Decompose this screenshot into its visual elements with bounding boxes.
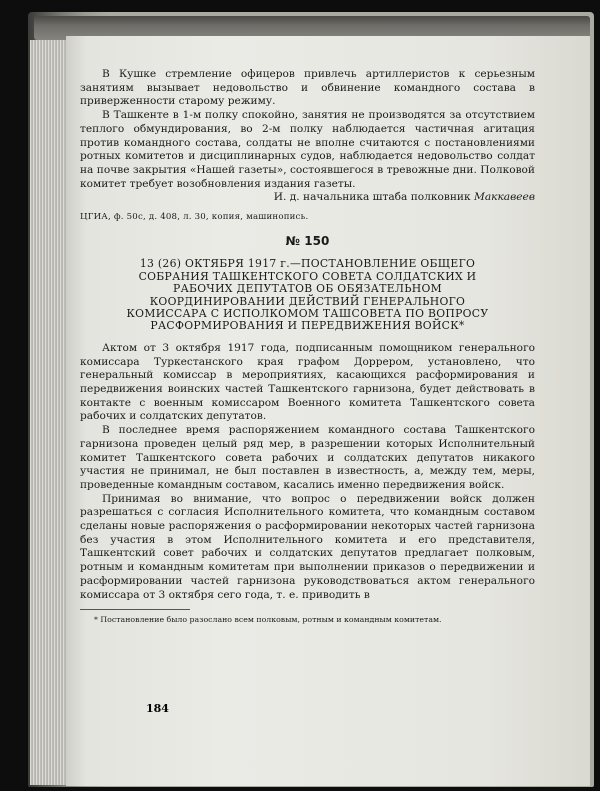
archive-source: ЦГИА, ф. 50с, д. 408, л. 30, копия, машинопись.	[80, 212, 309, 223]
paragraph-measures: В последнее время распоряжением командного состава Ташкентского гарнизона проведен целый ряд мер, в разрешении которых Исполнительный комитет Ташкентского совета рабочих и солдатских депутатов никакого участия не принимал, не был поставлен в известность, а, между тем, меры, проведенные командным составом, касались именно передвижения войск.	[80, 424, 535, 491]
document-heading	[80, 258, 535, 332]
paragraph-act: Актом от 3 октября 1917 года, подписанным помощником генерального комиссара Туркестанского края графом Доррером, установлено, что генеральный комиссар в мероприятиях, касающихся расформирования и передвижения воинских частей Ташкентского гарнизона, будет действовать в контакте с военным комиссаром Военного комитета Ташкентского совета рабочих и солдатских депутатов.	[80, 341, 535, 423]
heading-line: КОМИССАРА С ИСПОЛКОМОМ ТАШСОВЕТА ПО ВОПРОСУ	[126, 307, 489, 321]
page-text	[80, 68, 535, 625]
paragraph-kushka: В Кушке стремление офицеров привлечь артиллеристов к серьезным занятиям вызывает недовольство и обвинение командного состава в приверженности старому режиму.	[80, 68, 535, 108]
page-stack-edges	[30, 40, 66, 785]
footnote-rule	[80, 609, 190, 610]
paragraph-resolution: Принимая во внимание, что вопрос о передвижении войск должен разрешаться с согласия Исполнительного комитета, что командным составом сделаны новые распоряжения о расформировании некоторых частей гарнизона без участия в этом Исполнительного комитета и его представителя, Ташкентский совет рабочих и солдатских депутатов предлагает полковым, ротным и командным комитетам при выполнении приказов о передвижении и расформировании частей гарнизона руководствоваться актом генерального комиссара от 3 октября сего года, т. е. приводить в	[80, 492, 535, 601]
document-number: № 150	[285, 233, 330, 248]
heading-line: КООРДИНИРОВАНИИ ДЕЙСТВИЙ ГЕНЕРАЛЬНОГО	[149, 294, 466, 308]
signature-name: Маккавеев	[473, 191, 535, 204]
page-number: 184	[146, 702, 169, 715]
heading-line: СОБРАНИЯ ТАШКЕНТСКОГО СОВЕТА СОЛДАТСКИХ И	[138, 269, 477, 283]
signature	[80, 191, 535, 205]
heading-line: РАСФОРМИРОВАНИЯ И ПЕРЕДВИЖЕНИЯ ВОЙСК*	[150, 319, 465, 333]
paragraph-tashkent: В Ташкенте в 1-м полку спокойно, занятия не производятся за отсутствием теплого обмундирования, во 2-м полку наблюдается частичная агитация против командного состава, солдаты не вполне считаются с постановлениями ротных комитетов и дисциплинарных судов, наблюдается недовольство солдат на почве закрытия «Нашей газеты», состоявшегося в тревожные дни. Полковой комитет требует возобновления издания газеты.	[80, 109, 535, 190]
signature-title: И. д. начальника штаба полковник	[273, 191, 471, 204]
heading-line: 13 (26) ОКТЯБРЯ 1917 г.—ПОСТАНОВЛЕНИЕ ОБЩЕГО	[139, 257, 476, 271]
footnote: * Постановление было разослано всем полковым, ротным и командным комитетам.	[94, 615, 442, 625]
heading-line: РАБОЧИХ ДЕПУТАТОВ ОБ ОБЯЗАТЕЛЬНОМ	[173, 282, 442, 296]
